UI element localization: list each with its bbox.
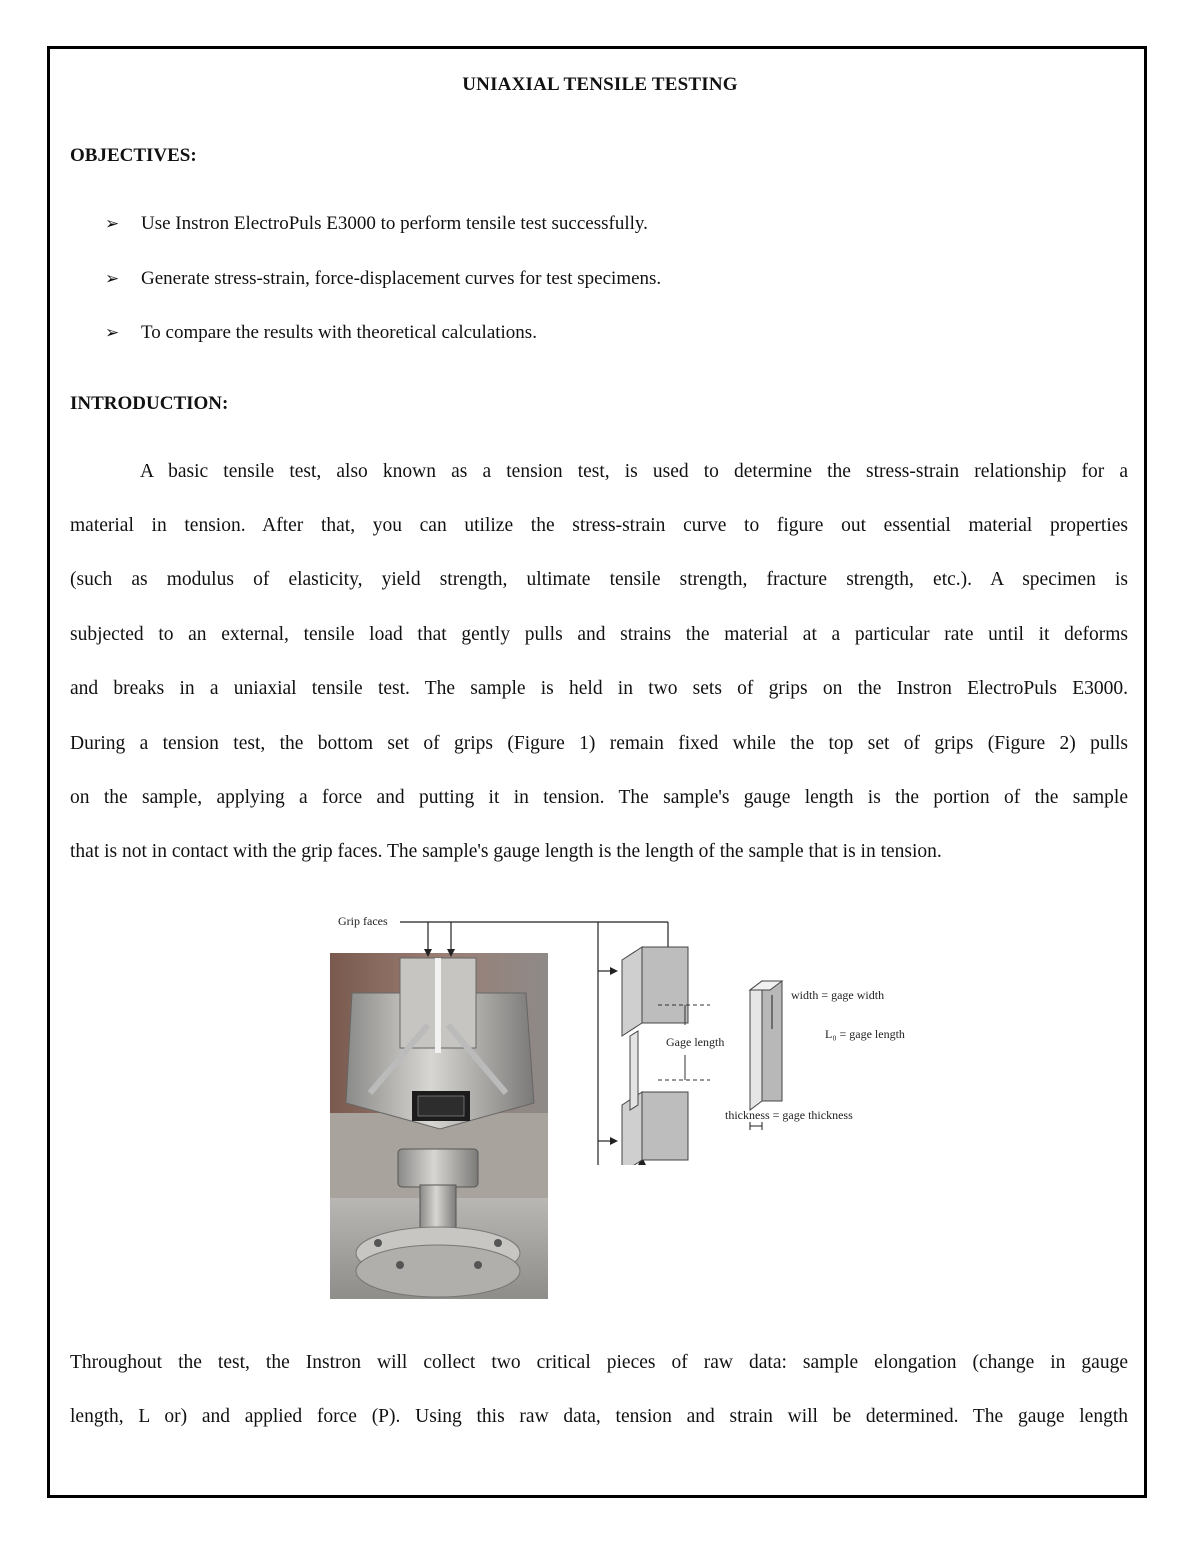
objective-item: ➢ Use Instron ElectroPuls E3000 to perform tensile test successfully. — [105, 213, 648, 234]
intro-paragraph-line: material in tension. After that, you can utilize the stress-strain curve to figure out essential material properties — [70, 515, 1128, 536]
arrowhead-bullet-icon: ➢ — [105, 214, 120, 234]
objective-item: ➢ To compare the results with theoretical calculations. — [105, 322, 537, 343]
intro-paragraph-line: that is not in contact with the grip faces. The sample's gauge length is the length of the sample that is in tension. — [70, 841, 942, 862]
intro-paragraph-line: A basic tensile test, also known as a tension test, is used to determine the stress-strain relationship for a — [140, 461, 1128, 482]
objectives-heading: OBJECTIVES: — [70, 145, 197, 166]
intro-paragraph-line: on the sample, applying a force and putting it in tension. The sample's gauge length is the portion of the sample — [70, 787, 1128, 808]
gage-width-label: width = gage width — [791, 988, 885, 1002]
gage-length-label: Gage length — [666, 1035, 725, 1049]
page-border — [47, 46, 1147, 1498]
continuation-paragraph-line: length, L or) and applied force (P). Using this raw data, tension and strain will be determined. The gauge length — [70, 1406, 1128, 1427]
specimen-schematic — [330, 905, 910, 1165]
continuation-paragraph-line: Throughout the test, the Instron will collect two critical pieces of raw data: sample elongation (change in gauge — [70, 1352, 1128, 1373]
objective-item: ➢ Generate stress-strain, force-displacement curves for test specimens. — [105, 268, 662, 289]
intro-paragraph-line: subjected to an external, tensile load that gently pulls and strains the material at a particular rate until it deforms — [70, 624, 1128, 645]
intro-paragraph-line: (such as modulus of elasticity, yield strength, ultimate tensile strength, fracture strength, etc.). A specimen is — [70, 569, 1128, 590]
document-title: UNIAXIAL TENSILE TESTING — [462, 74, 738, 95]
grip-faces-label: Grip faces — [338, 914, 388, 928]
introduction-heading: INTRODUCTION: — [70, 393, 229, 414]
gage-thickness-label: thickness = gage thickness — [725, 1108, 853, 1122]
intro-paragraph-line: and breaks in a uniaxial tensile test. The sample is held in two sets of grips on the Instron ElectroPuls E3000. — [70, 678, 1128, 699]
gage-length-dimension-label: L₀ = gage length — [825, 1027, 905, 1041]
grip-schematic-diagram — [330, 905, 910, 1165]
arrowhead-bullet-icon: ➢ — [105, 323, 120, 343]
arrowhead-bullet-icon: ➢ — [105, 269, 120, 289]
intro-paragraph-line: During a tension test, the bottom set of grips (Figure 1) remain fixed while the top set of grips (Figure 2) pulls — [70, 733, 1128, 754]
